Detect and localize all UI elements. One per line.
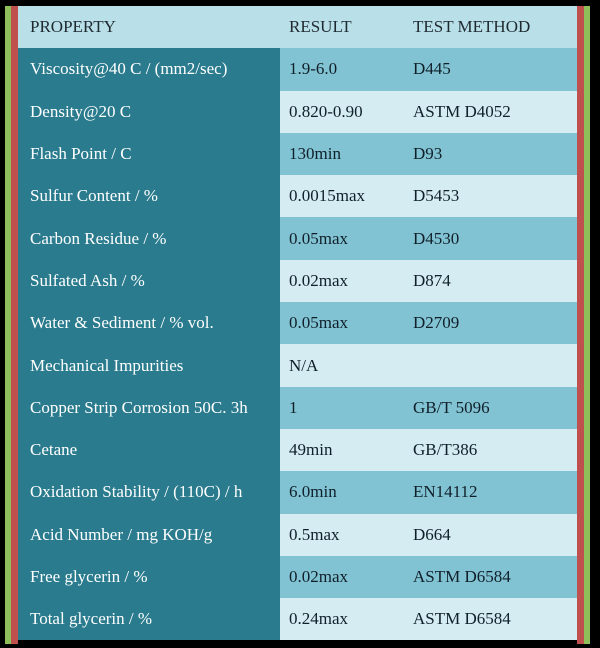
row-property: Sulfur Content / % [18, 175, 280, 217]
row-property: Sulfated Ash / % [18, 260, 280, 302]
row-property: Oxidation Stability / (110C) / h [18, 471, 280, 513]
row-result: 0.0015max [280, 175, 404, 217]
row-property: Carbon Residue / % [18, 217, 280, 259]
row-test-method: D445 [404, 48, 577, 90]
row-test-method: ASTM D6584 [404, 556, 577, 598]
row-test-method: D664 [404, 514, 577, 556]
row-result: 0.02max [280, 556, 404, 598]
row-result: 49min [280, 429, 404, 471]
row-result: 130min [280, 133, 404, 175]
right-red-stripe [577, 6, 584, 644]
row-test-method: D5453 [404, 175, 577, 217]
row-property: Total glycerin / % [18, 598, 280, 640]
row-result: 6.0min [280, 471, 404, 513]
row-property: Acid Number / mg KOH/g [18, 514, 280, 556]
specification-table [18, 6, 577, 640]
row-property: Copper Strip Corrosion 50C. 3h [18, 387, 280, 429]
row-test-method: D874 [404, 260, 577, 302]
row-property: Water & Sediment / % vol. [18, 302, 280, 344]
row-result: 1.9-6.0 [280, 48, 404, 90]
row-result: 0.5max [280, 514, 404, 556]
row-property: Cetane [18, 429, 280, 471]
header-test-method: TEST METHOD [404, 6, 577, 48]
row-test-method: ASTM D6584 [404, 598, 577, 640]
row-property: Mechanical Impurities [18, 344, 280, 386]
row-result: 0.820-0.90 [280, 91, 404, 133]
row-result: 0.24max [280, 598, 404, 640]
row-test-method: EN14112 [404, 471, 577, 513]
row-test-method [404, 344, 577, 386]
right-green-stripe [584, 6, 590, 644]
row-test-method: ASTM D4052 [404, 91, 577, 133]
row-property: Flash Point / C [18, 133, 280, 175]
header-property: PROPERTY [18, 6, 280, 48]
row-property: Density@20 C [18, 91, 280, 133]
row-result: N/A [280, 344, 404, 386]
row-result: 0.05max [280, 302, 404, 344]
header-result: RESULT [280, 6, 404, 48]
left-red-stripe [11, 6, 18, 644]
row-property: Free glycerin / % [18, 556, 280, 598]
row-test-method: D4530 [404, 217, 577, 259]
row-result: 0.05max [280, 217, 404, 259]
row-test-method: D2709 [404, 302, 577, 344]
row-result: 1 [280, 387, 404, 429]
row-test-method: D93 [404, 133, 577, 175]
row-result: 0.02max [280, 260, 404, 302]
row-property: Viscosity@40 C / (mm2/sec) [18, 48, 280, 90]
row-test-method: GB/T 5096 [404, 387, 577, 429]
row-test-method: GB/T386 [404, 429, 577, 471]
